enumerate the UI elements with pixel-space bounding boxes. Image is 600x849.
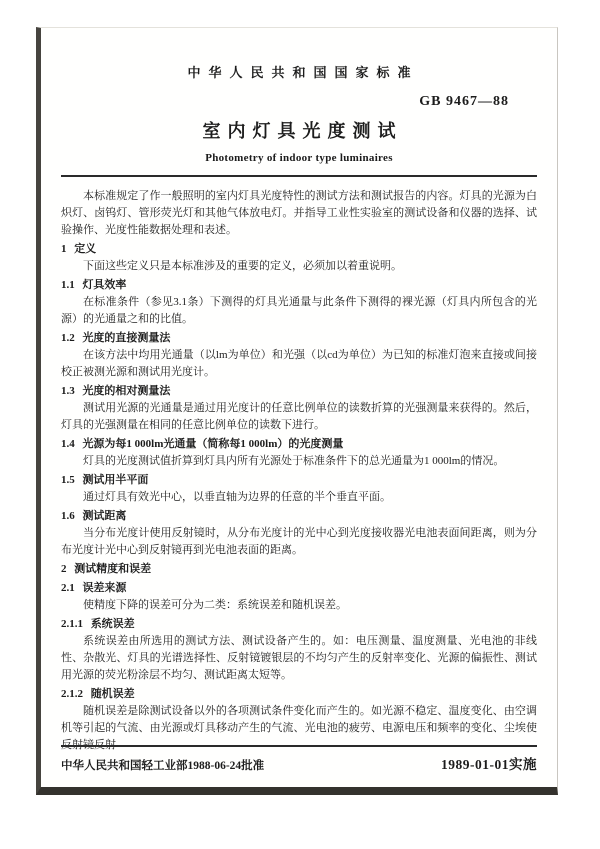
section-number: 2.1.1 <box>61 618 83 630</box>
section-paragraph: 在该方法中均用光通量（以lm为单位）和光强（以cd为单位）为已知的标准灯泡来直接或间接校正被测光源和测试用光度计。 <box>61 349 537 378</box>
page-footer <box>61 745 537 773</box>
section-number: 1.2 <box>61 332 75 344</box>
section-title: 系统误差 <box>90 618 135 630</box>
section-title: 测试用半平面 <box>82 474 149 486</box>
section-heading <box>61 436 537 453</box>
section-title: 测试距离 <box>82 510 127 522</box>
section-heading <box>61 686 537 703</box>
section-heading <box>61 508 537 525</box>
section-title: 测试精度和误差 <box>74 563 152 575</box>
section-number: 2.1 <box>61 582 75 594</box>
section-paragraph: 通过灯具有效光中心，以垂直轴为边界的任意的半个垂直平面。 <box>83 491 391 503</box>
section-number: 2.1.2 <box>61 688 83 700</box>
standard-header-label: 中华人民共和国国家标准 <box>187 65 419 80</box>
section-heading <box>61 561 537 578</box>
standard-number: GB 9467—88 <box>419 94 509 109</box>
section-heading <box>61 330 537 347</box>
document-body <box>61 188 537 754</box>
section-number: 1.3 <box>61 385 75 397</box>
section-paragraph: 下面这些定义只是本标准涉及的重要的定义，必须加以着重说明。 <box>83 260 402 272</box>
section-title: 光度的直接测量法 <box>82 332 171 344</box>
section-paragraph: 随机误差是除测试设备以外的各项测试条件变化而产生的。如光源不稳定、温度变化、由空调机等引起的气流、由光源或灯具移动产生的气流、光电池的疲劳、电源电压和频率的变化、尘埃使反射镜反射 <box>61 705 537 751</box>
section-title: 光度的相对测量法 <box>82 385 171 397</box>
section-title: 灯具效率 <box>82 279 127 291</box>
section-heading <box>61 616 537 633</box>
section-number: 1.6 <box>61 510 75 522</box>
header-divider <box>61 175 537 177</box>
section-heading <box>61 383 537 400</box>
section-number: 1 <box>61 243 67 255</box>
section-paragraph: 测试用光源的光通量是通过用光度计的任意比例单位的读数折算的光强测量来获得的。然后，灯具的光强测量在相同的任意比例单位的读数下进行。 <box>61 402 537 431</box>
section-paragraph: 系统误差由所选用的测试方法、测试设备产生的。如：电压测量、温度测量、光电池的非线性、杂散光、灯具的光谱选择性、反射镜镀银层的不均匀产生的反射率变化、光源的偏振性、测试用光源的荧光粉涂层不均匀、测试距离太短等。 <box>61 635 537 681</box>
section-number: 1.4 <box>61 438 75 450</box>
section-paragraph: 使精度下降的误差可分为二类：系统误差和随机误差。 <box>83 599 347 611</box>
section-title: 定义 <box>74 243 97 255</box>
section-title: 光源为每1 000lm光通量（简称每1 000lm）的光度测量 <box>82 438 344 450</box>
footer-divider <box>61 745 537 747</box>
section-heading <box>61 241 537 258</box>
intro-paragraph: 本标准规定了作一般照明的室内灯具光度特性的测试方法和测试报告的内容。灯具的光源为白炽灯、卤钨灯、管形荧光灯和其他气体放电灯。并指导工业性实验室的测试设备和仪器的选择、试验操作、光度性能数据处理和表述。 <box>61 190 537 236</box>
section-paragraph: 当分布光度计使用反射镜时，从分布光度计的光中心到光度接收器光电池表面间距离，则为分布光度计光中心到反射镜再到光电池表面的距离。 <box>61 527 537 556</box>
section-number: 1.1 <box>61 279 75 291</box>
section-paragraph: 灯具的光度测试值折算到灯具内所有光源处于标准条件下的总光通量为1 000lm的情况。 <box>83 455 505 467</box>
section-heading <box>61 472 537 489</box>
section-title: 随机误差 <box>90 688 135 700</box>
document-page <box>36 27 558 795</box>
approval-note: 中华人民共和国轻工业部1988-06-24批准 <box>61 760 265 772</box>
document-subtitle-english: Photometry of indoor type luminaires <box>205 152 393 164</box>
section-number: 1.5 <box>61 474 75 486</box>
section-heading <box>61 580 537 597</box>
document-title: 室内灯具光度测试 <box>202 121 403 141</box>
section-number: 2 <box>61 563 67 575</box>
section-heading <box>61 277 537 294</box>
implementation-date: 1989-01-01实施 <box>441 757 537 772</box>
section-paragraph: 在标准条件（参见3.1条）下测得的灯具光通量与此条件下测得的裸光源（灯具内所包含的光源）的光通量之和的比值。 <box>61 296 537 325</box>
section-title: 误差来源 <box>82 582 127 594</box>
sections-container <box>61 241 537 754</box>
